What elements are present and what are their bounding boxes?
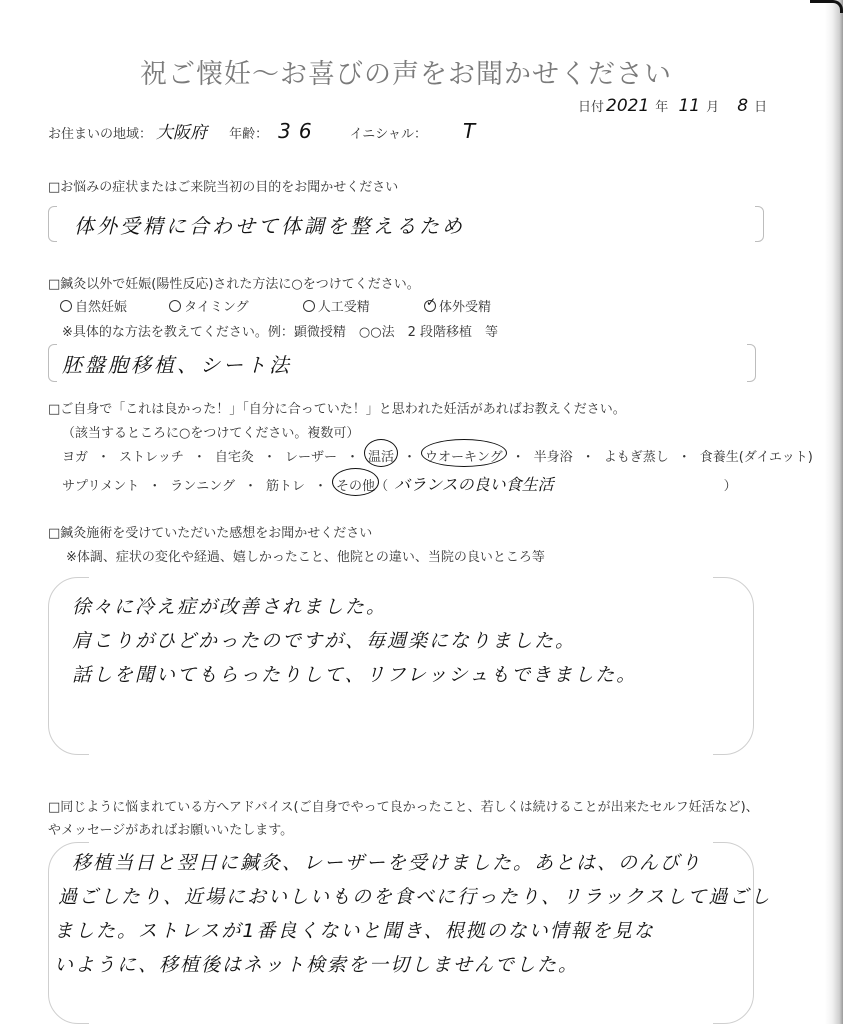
activity-other[interactable]: その他 <box>336 475 375 494</box>
impressions-line-2: 肩こりがひどかったのですが、毎週楽になりました。 <box>72 630 577 652</box>
page-edge-shadow <box>825 0 843 1024</box>
date-day: 8 <box>737 96 749 116</box>
option-natural[interactable]: 自然妊娠 <box>60 296 127 315</box>
date-row <box>578 96 767 116</box>
advice-question-line-1: □同じように悩まれている方へアドバイス(ご自身でやって良かったこと、若しくは続けることが出来たセルフ妊活など)、 <box>48 800 759 815</box>
other-value: バランスの良い食生活 <box>394 475 554 494</box>
age-value: 36 <box>278 119 320 143</box>
page-corner <box>810 0 843 13</box>
date-year: 2021 <box>606 96 650 116</box>
year-label: 年 <box>655 100 669 115</box>
other-close-paren: ） <box>723 479 737 494</box>
activity-half-bath[interactable]: 半身浴 <box>533 450 573 465</box>
activity-stretch[interactable]: ストレッチ <box>119 450 184 465</box>
activity-walking[interactable]: ウオーキング <box>425 446 503 465</box>
activity-yoga[interactable]: ヨガ <box>62 450 89 465</box>
activities-row-2: サプリメント ・ ランニング ・ 筋トレ ・ その他（ バランスの良い食生活 ） <box>62 475 737 494</box>
activities-note: （該当するところに○をつけてください。複数可） <box>62 426 360 441</box>
activity-laser[interactable]: レーザー <box>284 450 337 465</box>
activities-row-1: ヨガ ・ ストレッチ ・ 自宅灸 ・ レーザー ・ 温活 ・ ウオーキング ・ 半身浴 ・ よもぎ蒸し ・ 食養生(ダイエット) <box>62 446 813 465</box>
activity-running[interactable]: ランニング <box>170 479 235 494</box>
checkmark-icon: ✓ <box>425 295 436 309</box>
method-options <box>60 296 491 315</box>
option-artificial[interactable]: 人工受精 <box>303 296 370 315</box>
advice-line-3: ました。ストレスが1番良くないと聞き、根拠のない情報を見な <box>54 920 655 942</box>
advice-line-2: 過ごしたり、近場においしいものを食べに行ったり、リラックスして過ごし <box>58 886 772 908</box>
initial-value: T <box>463 119 476 143</box>
activities-question: □ご自身で「これは良かった！」「自分に合っていた！」と思われた妊活があればお教えください。 <box>48 402 626 417</box>
activity-warming[interactable]: 温活 <box>368 446 394 465</box>
day-label: 日 <box>754 100 768 115</box>
date-month: 11 <box>678 96 701 116</box>
option-timing[interactable]: タイミング <box>169 296 248 315</box>
purpose-answer: 体外受精に合わせて体調を整えるため <box>74 214 465 238</box>
method-note: ※具体的な方法を教えてください。例：顕微授精 ○○法 2 段階移植 等 <box>62 325 498 340</box>
form-title: 祝ご懐妊～お喜びの声をお聞かせください <box>140 59 672 90</box>
activity-supplements[interactable]: サプリメント <box>62 479 140 494</box>
circle-icon <box>303 300 315 312</box>
purpose-question: □お悩みの症状またはご来院当初の目的をお聞かせください <box>48 180 399 195</box>
impressions-line-1: 徐々に冷え症が改善されました。 <box>72 596 388 618</box>
impressions-line-3: 話しを聞いてもらったりして、リフレッシュもできました。 <box>72 664 638 686</box>
method-question: □鍼灸以外で妊娠(陽性反応)された方法に○をつけてください。 <box>48 277 420 292</box>
region-value: 大阪府 <box>156 123 208 143</box>
month-label: 月 <box>706 100 720 115</box>
age-label: 年齢： <box>229 127 269 142</box>
advice-line-4: いように、移植後はネット検索を一切しませんでした。 <box>54 954 580 976</box>
circle-checked-icon <box>424 295 436 312</box>
impressions-note: ※体調、症状の変化や経過、嬉しかったこと、他院との違い、当院の良いところ等 <box>66 550 545 565</box>
advice-line-1: 移植当日と翌日に鍼灸、レーザーを受けました。あとは、のんびり <box>72 852 703 874</box>
region-label: お住まいの地域： <box>48 127 153 142</box>
activity-yomogi-steam[interactable]: よもぎ蒸し <box>603 450 669 465</box>
activity-diet[interactable]: 食養生(ダイエット) <box>699 450 813 465</box>
activity-strength[interactable]: 筋トレ <box>266 479 306 494</box>
date-label: 日付 <box>578 100 605 115</box>
respondent-info <box>48 118 475 143</box>
advice-question-line-2: やメッセージがあればお願いいたします。 <box>48 823 294 838</box>
circle-icon <box>60 300 72 312</box>
method-answer: 胚盤胞移植、シート法 <box>62 353 292 377</box>
initial-label: イニシャル： <box>349 127 427 142</box>
option-ivf[interactable]: ✓ 体外受精 <box>425 295 491 315</box>
impressions-question: □鍼灸施術を受けていただいた感想をお聞かせください <box>48 526 373 541</box>
circle-icon <box>169 300 181 312</box>
activity-home-moxa[interactable]: 自宅灸 <box>214 450 254 465</box>
other-open-paren: （ <box>375 479 389 494</box>
